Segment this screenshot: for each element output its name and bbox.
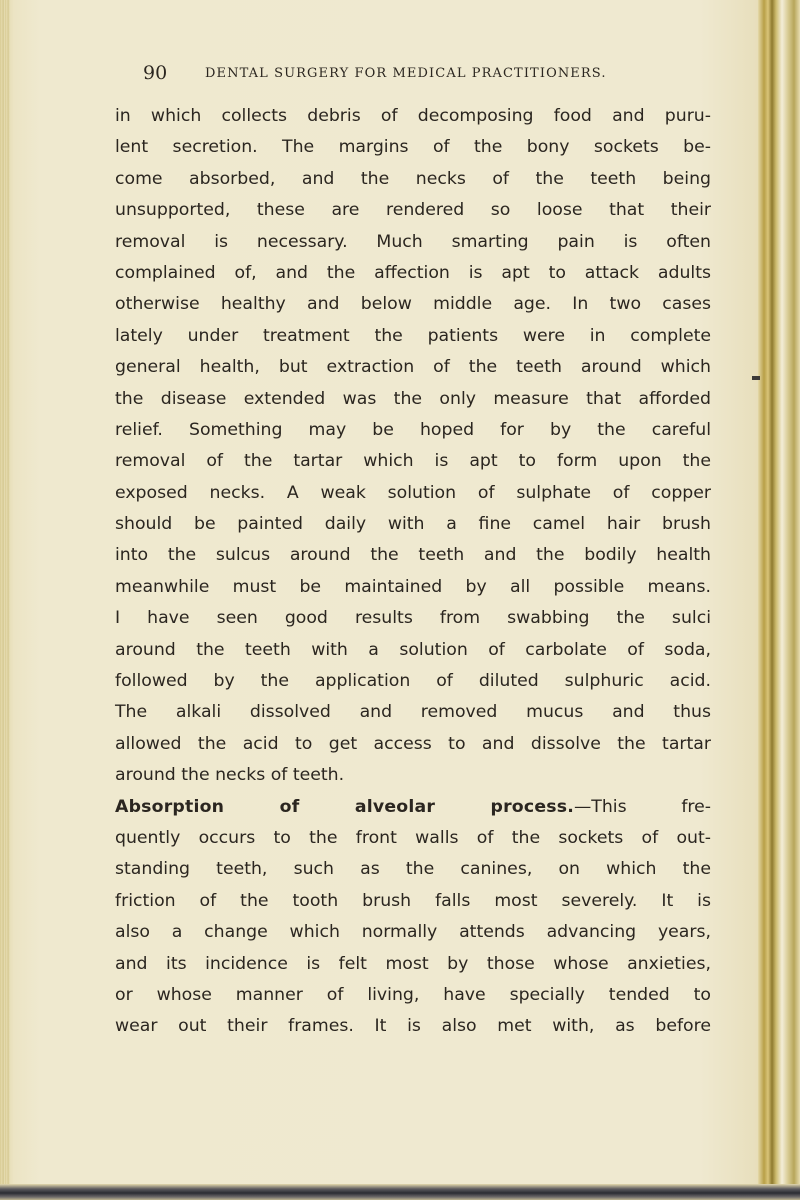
text-line: exposed necks. A weak solution of sulphate of copper [115,482,711,503]
text-line: friction of the tooth brush falls most severely. It is [115,890,711,911]
body-text [115,101,711,1043]
text-line: meanwhile must be maintained by all possible means. [115,576,711,597]
text-line: also a change which normally attends advancing years, [115,922,711,943]
text-line: followed by the application of diluted sulphuric acid. [115,671,711,692]
text-line: around the teeth with a solution of carbolate of soda, [115,639,711,660]
text-line: removal of the tartar which is apt to form upon the [115,451,711,472]
page-left-edge [0,0,10,1200]
text-line: quently occurs to the front walls of the sockets of out- [115,827,711,848]
text-line: around the necks of teeth. [115,765,345,786]
text-line: lately under treatment the patients were in complete [115,325,711,346]
page-mark [752,376,760,380]
text-line: come absorbed, and the necks of the teeth being [115,168,711,189]
running-title: DENTAL SURGERY FOR MEDICAL PRACTITIONERS. [205,66,607,81]
text-line: unsupported, these are rendered so loose that their [115,200,711,221]
text-line: removal is necessary. Much smarting pain is often [115,231,711,252]
section-heading: Absorption of alveolar process. [115,796,574,817]
section-heading-line [115,792,711,823]
text-line: the disease extended was the only measure that afforded [115,388,711,409]
text-line: wear out their frames. It is also met with, as before [115,1016,711,1037]
book-bottom-edge [0,1184,800,1200]
text-line: in which collects debris of decomposing food and puru- [115,106,711,126]
text-line: general health, but extraction of the teeth around which [115,357,711,378]
text-line: or whose manner of living, have specially tended to [115,984,711,1005]
text-line: lent secretion. The margins of the bony sockets be- [115,137,711,158]
text-line: allowed the acid to get access to and dissolve the tartar [115,733,711,754]
text-line: I have seen good results from swabbing the sulci [115,608,711,629]
text-line: standing teeth, such as the canines, on which the [115,859,711,880]
text-line: relief. Something may be hoped for by the careful [115,419,711,440]
text-line: otherwise healthy and below middle age. In two cases [115,294,711,315]
text-line: into the sulcus around the teeth and the bodily health [115,545,711,566]
text-line: should be painted daily with a fine camel hair brush [115,514,711,535]
text-line: complained of, and the affection is apt to attack adults [115,262,711,283]
text-line: The alkali dissolved and removed mucus and thus [115,702,711,723]
book-spine-edge [758,0,800,1200]
page-number: 90 [143,62,168,84]
page-header [143,62,763,86]
section-heading-continuation: —This fre- [573,796,712,817]
text-line: and its incidence is felt most by those whose anxieties, [115,953,711,974]
